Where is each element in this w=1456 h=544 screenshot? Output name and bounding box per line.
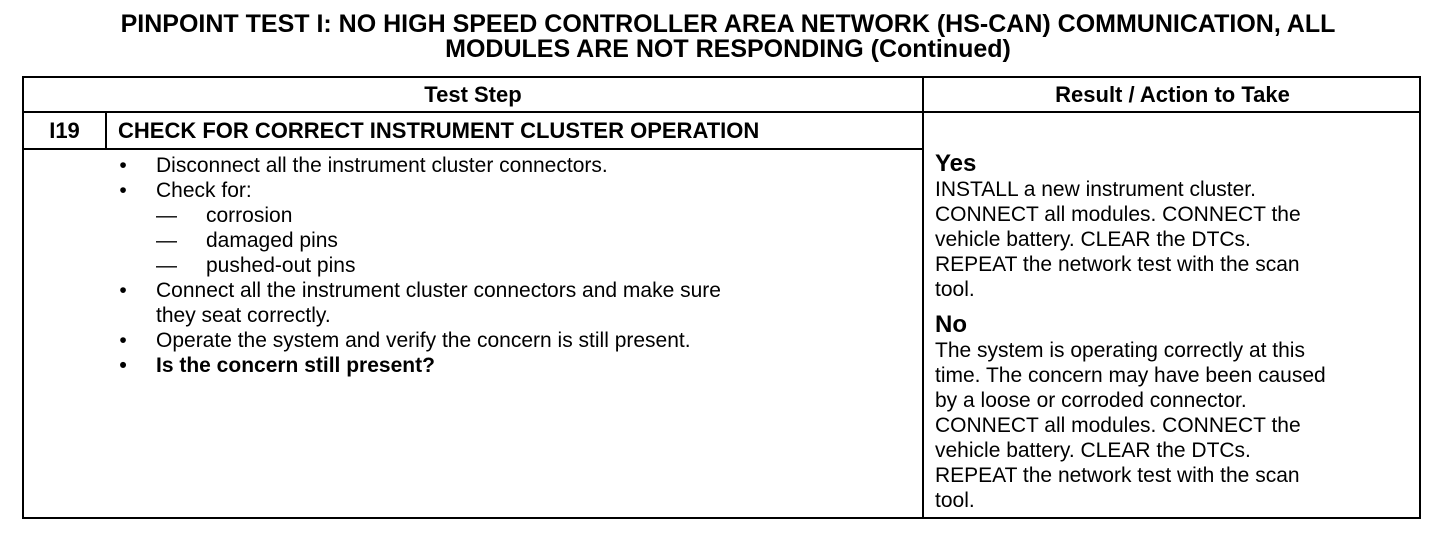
result-no-line: tool. [935, 489, 975, 512]
sub-list-item [116, 203, 906, 228]
instruction-text: corrosion [206, 204, 293, 227]
result-yes-line: vehicle battery. CLEAR the DTCs. [935, 228, 1251, 251]
instruction-text: they seat correctly. [156, 304, 331, 327]
result-no-line: CONNECT all modules. CONNECT the [935, 414, 1301, 437]
list-item [116, 328, 906, 353]
dash-icon: — [156, 229, 177, 252]
dash-icon: — [156, 204, 177, 227]
question-text: Is the concern still present? [156, 354, 435, 377]
bullet-icon: • [119, 154, 127, 177]
result-yes-label: Yes [935, 150, 977, 177]
bullet-icon: • [119, 179, 127, 202]
result-yes-line: REPEAT the network test with the scan [935, 253, 1300, 276]
step-number-divider [105, 113, 107, 148]
bullet-icon: • [119, 329, 127, 352]
spacer [935, 302, 1415, 312]
bullet-icon: • [119, 354, 127, 377]
list-item [116, 278, 906, 303]
title-line-1: PINPOINT TEST I: NO HIGH SPEED CONTROLLER AREA NETWORK (HS-CAN) COMMUNICATION, ALL [120, 10, 1336, 38]
instruction-text: Connect all the instrument cluster connectors and make sure [156, 279, 721, 302]
step-title: CHECK FOR CORRECT INSTRUMENT CLUSTER OPERATION [118, 118, 760, 143]
result-yes-line: tool. [935, 278, 975, 301]
result-no-line: The system is operating correctly at this [935, 339, 1305, 362]
list-item-question [116, 353, 906, 378]
instruction-text: pushed-out pins [206, 254, 356, 277]
instruction-text: damaged pins [206, 229, 338, 252]
instruction-text: Operate the system and verify the concern is still present. [156, 329, 691, 352]
pinpoint-test-table [22, 76, 1421, 519]
result-no-line: time. The concern may have been caused [935, 364, 1326, 387]
result-no-line: REPEAT the network test with the scan [935, 464, 1300, 487]
result-yes-line: INSTALL a new instrument cluster. [935, 178, 1256, 201]
title-line-2: MODULES ARE NOT RESPONDING (Continued) [445, 35, 1011, 63]
result-no-line: vehicle battery. CLEAR the DTCs. [935, 439, 1251, 462]
result-yes-line: CONNECT all modules. CONNECT the [935, 203, 1301, 226]
list-item [116, 153, 906, 178]
bullet-icon: • [119, 279, 127, 302]
header-test-step: Test Step [424, 82, 522, 107]
pinpoint-test-title [20, 12, 1436, 62]
dash-icon: — [156, 254, 177, 277]
header-result-action: Result / Action to Take [1055, 82, 1290, 107]
test-step-instructions [116, 153, 906, 378]
list-item [116, 178, 906, 203]
sub-list-item [116, 253, 906, 278]
result-no-line: by a loose or corroded connector. [935, 389, 1247, 412]
step-number: I19 [49, 118, 80, 143]
instruction-text: Check for: [156, 179, 252, 202]
instruction-text: Disconnect all the instrument cluster connectors. [156, 154, 608, 177]
sub-list-item [116, 228, 906, 253]
list-item-continuation [116, 303, 906, 328]
step-title-divider [24, 148, 922, 150]
result-actions [935, 151, 1415, 513]
result-no-label: No [935, 311, 967, 338]
column-divider [922, 78, 924, 517]
